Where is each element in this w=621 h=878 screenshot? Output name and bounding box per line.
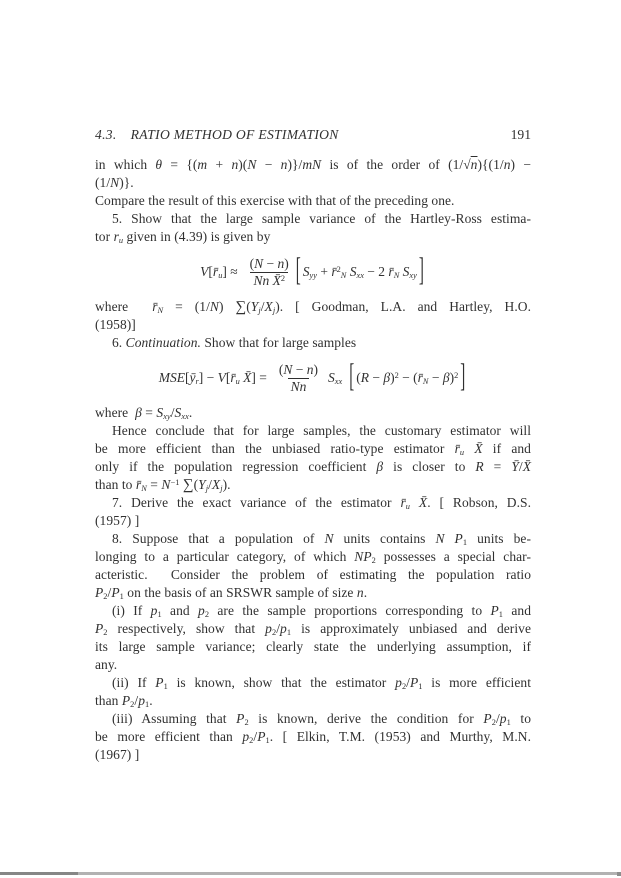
- text-line: 7. Derive the exact variance of the estimator $r̄_u$ X̄. [ Robson, D.S.: [112, 495, 532, 512]
- page-number: 191: [510, 127, 531, 142]
- left-bracket: [: [295, 253, 301, 289]
- text-line: $P_2$ respectively, show that $p_2/p_1$ is approximately unbiased and derive: [95, 621, 531, 638]
- fraction-numerator: (N − n): [249, 255, 289, 271]
- equation-hartley-ross-variance: [95, 254, 531, 290]
- equation-lhs: $V[r̄_u]$ ≈: [200, 264, 238, 281]
- text-line: than $P_2/p_1$.: [95, 693, 153, 710]
- text-line: Compare the result of this exercise with that of the preceding one.: [95, 193, 455, 208]
- text-line: $P_2/P_1$ on the basis of an SRSWR sample of size n.: [95, 585, 368, 602]
- equation-body: $S_{yy}$ + r̄$^2_N$ $S_{xx} - 2$ $r̄_N$ $S_{xy}$: [302, 264, 417, 281]
- equation-body: $(R - \beta)^2$ − $(r̄_N - \beta)^2$: [356, 370, 459, 387]
- fraction-denominator: Nn: [288, 378, 310, 395]
- text-line: any.: [95, 657, 118, 672]
- text-line: (1957) ]: [95, 513, 140, 528]
- text-line: 8. Suppose that a population of N units contains N $P_1$ units be-: [112, 531, 531, 548]
- fraction-numerator: (N − n): [278, 361, 319, 377]
- text-line: only if the population regression coefficient β is closer to R = Ȳ/X̄: [95, 459, 532, 474]
- text-line: where $\beta = S_{xy}/S_{xx}$.: [95, 405, 193, 422]
- text-line: (1958)]: [95, 317, 136, 332]
- text-line: (1/N)}.: [95, 175, 134, 190]
- running-header: [95, 126, 531, 144]
- fraction: [276, 362, 321, 395]
- section-title: RATIO METHOD OF ESTIMATION: [130, 127, 339, 142]
- right-bracket: ]: [460, 359, 466, 395]
- text-line: be more efficient than the unbiased ratio-type estimator $r̄_u$ X̄ if and: [95, 441, 531, 458]
- text-line: its large sample variance; clearly state the underlying assumption, if: [95, 639, 531, 654]
- text-line: be more efficient than $p_2/P_1$. [ Elkin, T.M. (1953) and Murthy, M.N.: [95, 729, 531, 746]
- text-line: tor $r_u$ given in (4.39) is given by: [95, 229, 271, 246]
- scan-artifact-bar-main: [78, 872, 617, 875]
- text-line: 5. Show that the large sample variance of the Hartley-Ross estima-: [112, 211, 531, 226]
- text-line: than to $r̄_N = N^{-1}$ $\sum(Y_j/X_j)$.: [95, 477, 231, 494]
- text-line: acteristic. Consider the problem of estimating the population ratio: [95, 567, 531, 582]
- fraction: [247, 256, 292, 289]
- text-line: (ii) If $P_1$ is known, show that the estimator $p_2/P_1$ is more efficient: [112, 675, 531, 692]
- text-line: Hence conclude that for large samples, the customary estimator will: [112, 423, 531, 438]
- scan-artifact-bar-left: [0, 872, 78, 875]
- fraction-denominator: Nn X̄$^2$: [250, 272, 288, 289]
- equation-lhs: $MSE[ȳ_r]$ − $V[r̄_u$ X̄] =: [158, 370, 267, 387]
- text-line: (1967) ]: [95, 747, 140, 762]
- text-line: in which θ = {(m + n)(N − n)}/mN is of the order of (1/√n){(1/n) −: [95, 157, 532, 172]
- document-page: [95, 126, 531, 764]
- scan-artifact-bar-tick: [617, 872, 621, 876]
- right-bracket: ]: [418, 253, 424, 289]
- text-line: (iii) Assuming that $P_2$ is known, derive the condition for $P_2/p_1$ to: [112, 711, 532, 728]
- text-line: (i) If $p_1$ and $p_2$ are the sample proportions corresponding to $P_1$ and: [112, 603, 531, 620]
- text-line: 6. Continuation. Show that for large samples: [112, 335, 357, 350]
- section-heading: [95, 126, 339, 144]
- left-bracket: [: [349, 359, 355, 395]
- section-number: 4.3.: [95, 127, 117, 142]
- text-line: longing to a particular category, of which $NP_2$ possesses a special char-: [95, 549, 531, 566]
- equation-mse-difference: [95, 360, 531, 396]
- equation-coefficient: $S_{xx}$: [328, 370, 343, 387]
- text-line: where $r̄_N = (1/N)$ $\sum(Y_j/X_j)$. [ Goodman, L.A. and Hartley, H.O.: [95, 299, 531, 316]
